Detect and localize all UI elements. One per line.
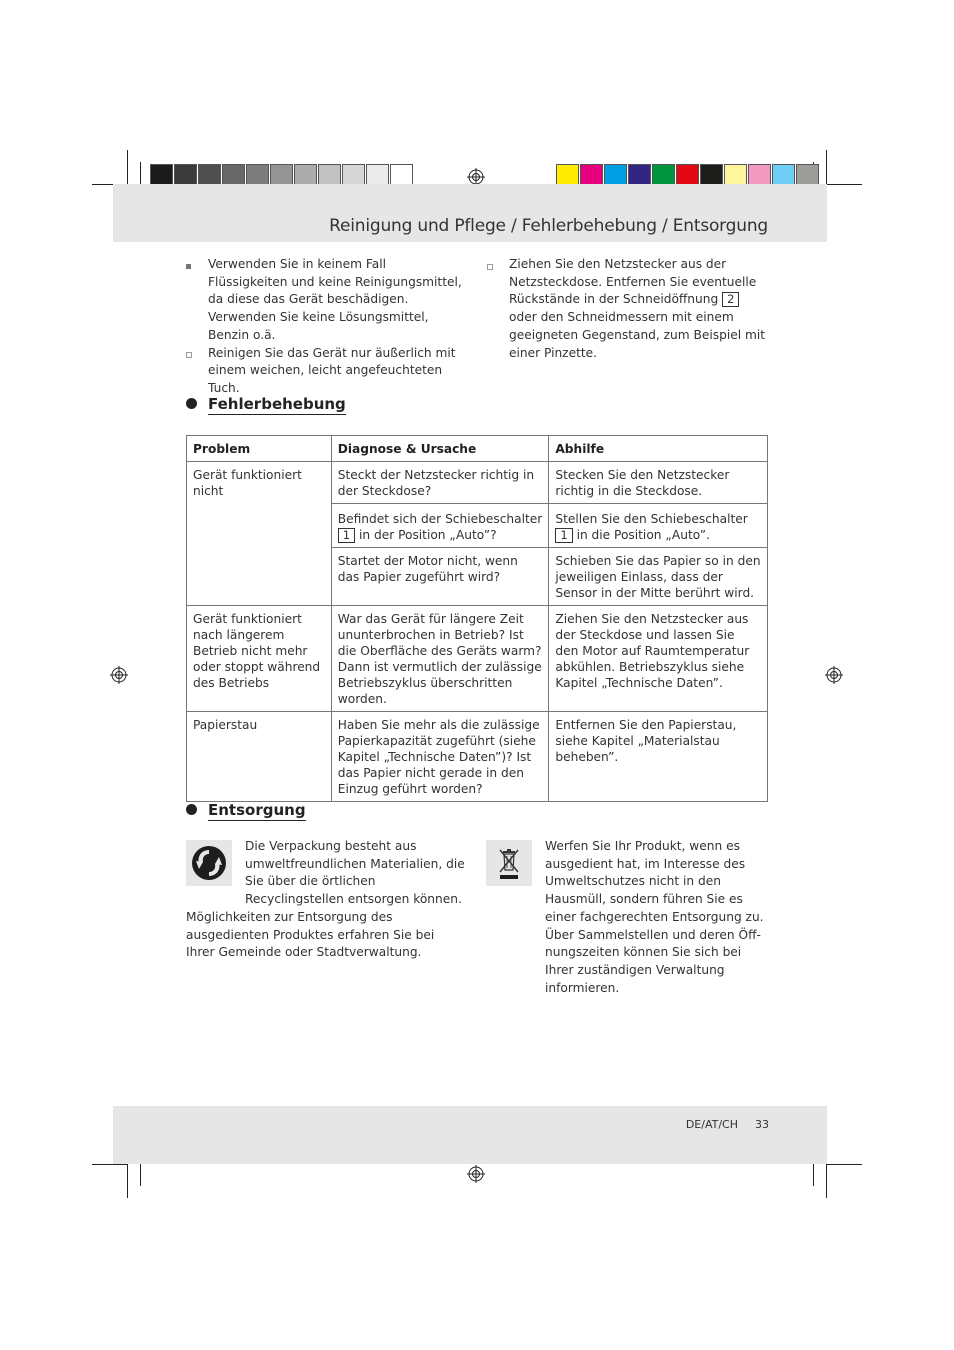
- crop-mark: [92, 1164, 128, 1165]
- remedy-cell: Entfernen Sie den Papierstau, siehe Kapitel „Materialstau beheben”.: [549, 712, 768, 802]
- crop-mark: [127, 150, 128, 186]
- troubleshooting-table: [186, 435, 768, 802]
- part-reference-number: 1: [555, 528, 572, 543]
- bullet-square-icon: [186, 264, 191, 269]
- registration-mark-icon: [110, 666, 128, 684]
- list-item-text: Ziehen Sie den Netzstecker aus der Netzsteckdose. Entfernen Sie eventuelle Rückstände in der Schneidöffnung: [509, 257, 757, 307]
- page-footer: [686, 1118, 769, 1131]
- diagnosis-cell: War das Gerät für längere Zeit ununterbrochen in Betrieb? Ist die Oberfläche des Geräts warm? Dann ist vermutlich der zulässige Betriebszyklus überschritten worden.: [331, 606, 549, 712]
- column-header: Abhilfe: [549, 436, 768, 462]
- problem-cell: Gerät funktioniert nach längerem Betrieb nicht mehr oder stoppt während des Betriebs: [187, 606, 332, 712]
- heading-bullet-icon: [186, 804, 197, 815]
- packaging-text: Die Verpackung besteht aus umweltfreundlichen Materialien, die Sie über die örtlichen Recyclingstellen entsorgen können.: [245, 839, 465, 907]
- diagnosis-cell: Steckt der Netzstecker richtig in der Steckdose?: [331, 462, 549, 504]
- column-header: Problem: [187, 436, 332, 462]
- product-disposal-text: Werfen Sie Ihr Produkt, wenn es ausgedient hat, im Interesse des Umweltschutzes nicht in den Hausmüll, sondern führen Sie es einer fachgerechten Entsorgung zu. Über Sammelstellen und deren Öffnungszeiten können Sie sich bei Ihrer zuständigen Verwaltung informieren.: [545, 839, 764, 995]
- list-item-text: oder den Schneidmessern mit einem geeigneten Gegenstand, zum Beispiel mit einer Pinzette.: [509, 310, 766, 360]
- list-item-text: Verwenden Sie in keinem Fall Flüssigkeiten und keine Reinigungsmittel, da diese das Gerät beschädigen. Verwenden Sie keine Lösungsmittel, Benzin o.ä.: [208, 257, 462, 342]
- section-heading-disposal: Entsorgung: [186, 801, 306, 819]
- list-item: [186, 256, 468, 345]
- remedy-cell: Stecken Sie den Netzstecker richtig in die Steckdose.: [549, 462, 768, 504]
- crop-mark: [826, 150, 827, 186]
- remedy-cell: Ziehen Sie den Netzstecker aus der Steckdose und lassen Sie den Motor auf Raumtemperatur abkühlen. Betriebszyklus siehe Kapitel „Technische Daten”.: [549, 606, 768, 712]
- registration-mark-icon: [825, 666, 843, 684]
- table-row: [187, 462, 768, 504]
- recycling-icon: [186, 840, 232, 886]
- bullet-square-outline-icon: [186, 352, 192, 358]
- part-reference-number: 2: [722, 292, 739, 307]
- section-heading-troubleshooting: Fehlerbehebung: [186, 395, 346, 413]
- crop-mark: [127, 1160, 128, 1198]
- column-header: Diagnose & Ursache: [331, 436, 549, 462]
- diagnosis-cell: Befindet sich der Schiebeschalter 1 in der Position „Auto”?: [331, 504, 549, 548]
- footer-band: [113, 1106, 827, 1164]
- table-row: [187, 712, 768, 802]
- crop-mark: [826, 1160, 827, 1198]
- diagnosis-cell: Haben Sie mehr als die zulässige Papierkapazität zugeführt (siehe Kapitel „Technische Daten”)? Ist das Papier nicht gerade in den Einzug geführt worden?: [331, 712, 549, 802]
- list-item: [487, 256, 768, 362]
- page-number: 33: [755, 1118, 769, 1131]
- part-reference-number: 1: [338, 528, 355, 543]
- diagnosis-cell: Startet der Motor nicht, wenn das Papier zugeführt wird?: [331, 548, 549, 606]
- table-row: [187, 606, 768, 712]
- crop-mark: [826, 184, 862, 185]
- crop-mark: [826, 1164, 862, 1165]
- crossed-bin-icon: [486, 840, 532, 886]
- remedy-cell: Schieben Sie das Papier so in den jeweiligen Einlass, dass der Sensor in der Mitte berührt wird.: [549, 548, 768, 606]
- list-item: [186, 345, 468, 398]
- page-title: Reinigung und Pflege / Fehlerbehebung / Entsorgung: [329, 216, 768, 236]
- remedy-cell: Stellen Sie den Schiebeschalter 1 in die Position „Auto”.: [549, 504, 768, 548]
- heading-bullet-icon: [186, 398, 197, 409]
- problem-cell: Gerät funktioniert nicht: [187, 462, 332, 606]
- list-item-text: Reinigen Sie das Gerät nur äußerlich mit einem weichen, leicht angefeuchteten Tuch.: [208, 345, 456, 395]
- locale-label: DE/AT/CH: [685, 1118, 738, 1131]
- cleaning-left-column: [186, 256, 468, 398]
- disposal-options-text: Möglichkeiten zur Entsorgung des ausgedienten Produktes erfahren Sie bei Ihrer Gemeinde oder Stadtverwaltung.: [186, 910, 435, 960]
- bullet-square-outline-icon: [487, 264, 493, 270]
- problem-cell: Papierstau: [187, 712, 332, 802]
- registration-mark-icon: [467, 1165, 485, 1183]
- table-header-row: [187, 436, 768, 462]
- cleaning-right-column: [487, 256, 768, 362]
